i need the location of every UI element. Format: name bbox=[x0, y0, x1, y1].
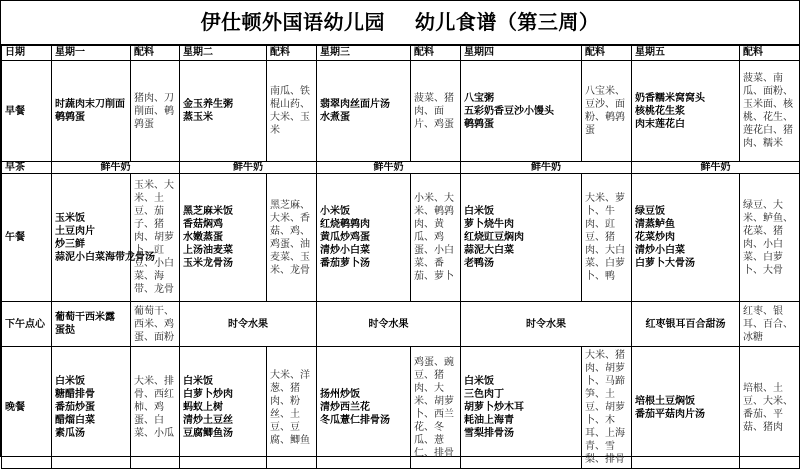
dish-name: 雪梨排骨汤 bbox=[464, 428, 514, 439]
dish-name: 萝卜烧牛肉 bbox=[464, 219, 514, 230]
dish-name: 豆腐鲫鱼汤 bbox=[183, 428, 233, 439]
afternoon-snack-row bbox=[2, 302, 800, 347]
dish-cell bbox=[317, 347, 411, 469]
ingredients-cell: 葡萄干、西米、鸡蛋、面粉 bbox=[131, 302, 180, 347]
dish-name: 番茄萝卜汤 bbox=[320, 258, 370, 269]
dish-cell bbox=[180, 347, 267, 469]
dish-name: 蚂蚁上树 bbox=[183, 402, 223, 413]
dish-name: 糖醋排骨 bbox=[55, 389, 95, 400]
dish-name: 清蒸鲈鱼 bbox=[635, 219, 675, 230]
dish-name: 清炒小白菜 bbox=[320, 245, 370, 256]
dish-cell bbox=[632, 174, 740, 302]
dish-name: 冬瓜薏仁排骨汤 bbox=[320, 415, 390, 426]
dish-name: 胡萝卜炒木耳 bbox=[464, 402, 524, 413]
dish-name: 五彩奶香豆沙小馒头 bbox=[464, 105, 554, 117]
ingredients-cell: 大米、排骨、西红柿、鸡蛋、白菜、小瓜 bbox=[131, 347, 180, 469]
dish-name: 白米饭 bbox=[183, 376, 213, 387]
morning-tea-cell: 鲜牛奶 bbox=[632, 162, 800, 174]
dish-name: 鹌鹑蛋 bbox=[464, 118, 494, 130]
ingredients-cell: 大米、猪肉、胡萝卜、马蹄笋、土豆、胡萝卜、木耳、上海青、雪梨、排骨 bbox=[582, 347, 632, 469]
dish-name: 八宝粥 bbox=[464, 92, 494, 104]
dish-name: 时蔬肉末刀削面 bbox=[55, 99, 125, 110]
meal-label-breakfast: 早餐 bbox=[2, 61, 52, 162]
header-day-tue: 星期二 bbox=[180, 46, 267, 61]
dish-name: 清炒小白菜 bbox=[635, 245, 685, 256]
page-title: 伊仕顿外国语幼儿园 幼儿食谱（第三周） bbox=[1, 1, 799, 45]
dish-cell bbox=[317, 174, 411, 302]
header-day-thu: 星期四 bbox=[461, 46, 582, 61]
dish-name: 玉米龙骨汤 bbox=[183, 258, 233, 269]
dish-name: 金玉养生粥 bbox=[183, 99, 233, 110]
dish-name: 香菇焖鸡 bbox=[183, 219, 223, 230]
dish-name: 醋熘白菜 bbox=[55, 415, 95, 426]
dish-name: 小米饭 bbox=[320, 206, 350, 217]
header-row bbox=[2, 46, 800, 61]
morning-tea-row bbox=[2, 162, 800, 174]
ingredients-cell: 菠菜、猪肉、面片、鸡蛋 bbox=[411, 61, 461, 162]
fruit-cell: 时令水果 bbox=[180, 302, 317, 347]
dish-name: 清炒西兰花 bbox=[320, 402, 370, 413]
meal-label-afternoon-snack: 下午点心 bbox=[2, 302, 52, 347]
morning-tea-cell: 鲜牛奶 bbox=[317, 162, 461, 174]
dish-name: 素瓜汤 bbox=[55, 428, 85, 439]
dish-name: 红烧鹌鹑肉 bbox=[320, 219, 370, 230]
ingredients-cell: 菠菜、南瓜、面粉、玉米面、核桃、花生、莲花白、猪肉、糯米 bbox=[740, 61, 800, 162]
morning-tea-cell: 鲜牛奶 bbox=[52, 162, 180, 174]
dish-name: 玉米饭 bbox=[55, 212, 85, 224]
ingredients-cell: 大米、萝卜、牛肉、豇豆、猪肉、大白菜、白萝卜、鸭 bbox=[582, 174, 632, 302]
dish-name: 三色肉丁 bbox=[464, 389, 504, 400]
dish-name: 番茄炒蛋 bbox=[55, 402, 95, 413]
header-date: 日期 bbox=[2, 46, 52, 61]
ingredients-cell: 绿豆、大米、鲈鱼、花菜、猪肉、小白菜、白萝卜、大骨 bbox=[740, 174, 800, 302]
dish-cell bbox=[632, 347, 740, 469]
meal-label-lunch: 午餐 bbox=[2, 174, 52, 302]
ingredients-cell: 小米、大米、鹌鹑肉、黄瓜、鸡蛋、小白菜、番茄、萝卜 bbox=[411, 174, 461, 302]
dish-name: 红烧豇豆焖肉 bbox=[464, 232, 524, 243]
dish-name: 黑芝麻米饭 bbox=[183, 206, 233, 217]
dish-cell bbox=[180, 61, 267, 162]
ingredients-cell: 八宝米、豆沙、面粉、鹌鹑蛋 bbox=[582, 61, 632, 162]
dish-name: 蒜泥小白菜海带龙骨汤 bbox=[55, 251, 155, 263]
dish-cell bbox=[52, 302, 131, 347]
dish-name: 核桃花生浆 bbox=[635, 105, 685, 117]
dish-name: 扬州炒饭 bbox=[320, 389, 360, 400]
dish-name: 葡萄干西米露 bbox=[55, 312, 115, 323]
dish-name: 白米饭 bbox=[464, 376, 494, 387]
dish-name: 奶香糯米窝窝头 bbox=[635, 92, 705, 104]
header-ingredients: 配料 bbox=[267, 46, 317, 61]
header-ingredients: 配料 bbox=[582, 46, 632, 61]
dish-name: 蒸玉米 bbox=[183, 112, 213, 123]
meal-label-morning-tea: 早茶 bbox=[2, 162, 52, 174]
dish-name: 红枣银耳百合甜汤 bbox=[645, 318, 726, 330]
ingredients-cell: 黑芝麻、大米、香菇、鸡、鸡蛋、油麦菜、玉米、龙骨 bbox=[267, 174, 317, 302]
header-ingredients: 配料 bbox=[131, 46, 180, 61]
ingredients-cell: 红枣、银耳、百合、冰糖 bbox=[740, 302, 800, 347]
header-ingredients: 配料 bbox=[411, 46, 461, 61]
dish-cell bbox=[632, 302, 740, 347]
header-day-mon: 星期一 bbox=[52, 46, 131, 61]
dish-name: 水嫩蒸蛋 bbox=[183, 232, 223, 243]
dish-name: 土豆肉片 bbox=[55, 225, 95, 237]
dish-name: 蛋挞 bbox=[55, 325, 75, 336]
dish-name: 花菜炒肉 bbox=[635, 232, 675, 243]
dish-name: 老鸭汤 bbox=[464, 258, 494, 269]
breakfast-row bbox=[2, 61, 800, 162]
dish-cell bbox=[52, 61, 131, 162]
dish-cell bbox=[180, 174, 267, 302]
meal-label-dinner: 晚餐 bbox=[2, 347, 52, 469]
dish-name: 炒三鲜 bbox=[55, 238, 85, 250]
dish-name: 耗油上海青 bbox=[464, 415, 514, 426]
dish-name: 上汤油麦菜 bbox=[183, 245, 233, 256]
morning-tea-cell: 鲜牛奶 bbox=[180, 162, 317, 174]
header-day-wed: 星期三 bbox=[317, 46, 411, 61]
dish-name: 白萝卜炒肉 bbox=[183, 389, 233, 400]
fruit-cell: 时令水果 bbox=[461, 302, 632, 347]
ingredients-cell: 大米、洋葱、猪肉、粉丝、土豆、豆腐、鲫鱼 bbox=[267, 347, 317, 469]
dish-cell bbox=[632, 61, 740, 162]
dish-name: 白米饭 bbox=[55, 376, 85, 387]
dish-cell bbox=[461, 347, 582, 469]
fruit-cell: 时令水果 bbox=[317, 302, 461, 347]
ingredients-cell: 猪肉、刀削面、鹌鹑蛋 bbox=[131, 61, 180, 162]
dinner-row bbox=[2, 347, 800, 469]
lunch-row bbox=[2, 174, 800, 302]
morning-tea-cell: 鲜牛奶 bbox=[461, 162, 632, 174]
dish-name: 鹌鹑蛋 bbox=[55, 112, 85, 123]
dish-cell bbox=[52, 347, 131, 469]
dish-name: 番茄平菇肉片汤 bbox=[635, 408, 705, 420]
dish-name: 清炒土豆丝 bbox=[183, 415, 233, 426]
dish-name: 培根土豆焖饭 bbox=[635, 395, 695, 407]
dish-name: 肉末莲花白 bbox=[635, 118, 685, 130]
dish-name: 黄瓜炒鸡蛋 bbox=[320, 232, 370, 243]
dish-name: 蒜泥大白菜 bbox=[464, 245, 514, 256]
dish-cell bbox=[317, 61, 411, 162]
dish-cell bbox=[461, 61, 582, 162]
dish-name: 翡翠肉丝面片汤 bbox=[320, 99, 390, 110]
dish-name: 绿豆饭 bbox=[635, 206, 665, 217]
header-day-fri: 星期五 bbox=[632, 46, 740, 61]
dish-name: 白米饭 bbox=[464, 206, 494, 217]
ingredients-cell: 鸡蛋、豌豆、猪肉、大米、胡萝卜、西兰花、冬瓜、薏仁、排骨 bbox=[411, 347, 461, 469]
ingredients-cell: 南瓜、铁棍山药、大米、玉米 bbox=[267, 61, 317, 162]
weekly-menu-table bbox=[1, 45, 800, 469]
ingredients-cell: 培根、土豆、大米、番茄、平菇、猪肉 bbox=[740, 347, 800, 469]
dish-name: 水煮蛋 bbox=[320, 112, 350, 123]
header-ingredients: 配料 bbox=[740, 46, 800, 61]
ingredients-cell: 玉米、大米、土豆、茄子、猪肉、胡萝卜、豇豆、小白菜、海带、龙骨 bbox=[131, 174, 180, 302]
dish-cell bbox=[461, 174, 582, 302]
dish-name: 白萝卜大骨汤 bbox=[635, 258, 695, 269]
